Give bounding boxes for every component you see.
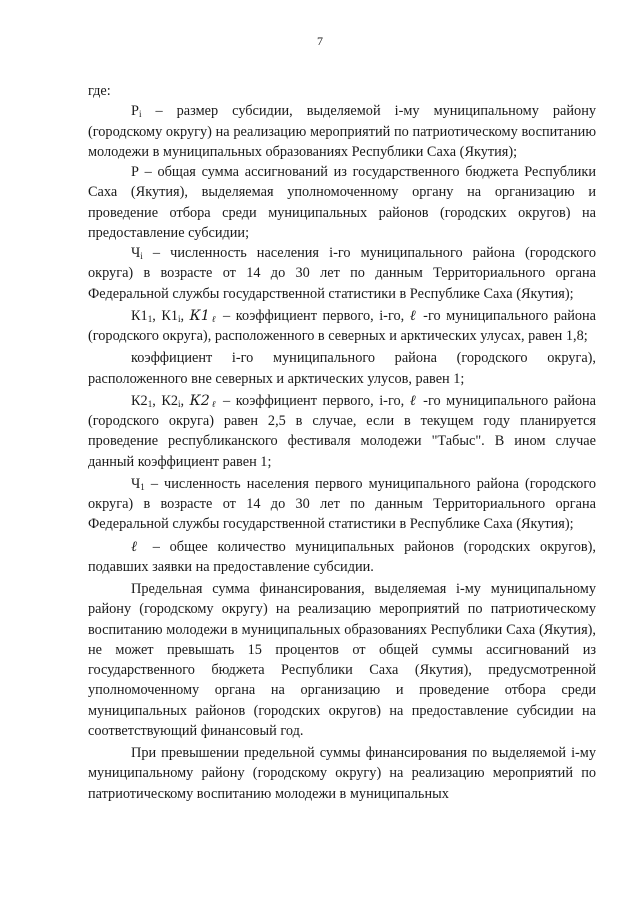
definition-text: – численность населения i-го муниципального района (городского округа) в возрасте от 14 до 30 лет по данным Территориального органа Федеральной службы государственной статистики в Республике Саха (Якутия); bbox=[88, 245, 596, 302]
symbol-subscript: i bbox=[140, 251, 143, 261]
definition-ch-1 bbox=[88, 474, 596, 535]
separator: , bbox=[152, 392, 162, 409]
document-body bbox=[88, 81, 596, 804]
definition-text: -го муниципального района (городского округа), расположенного в северных и арктических улусах, равен 1,8; bbox=[88, 307, 596, 344]
symbol-k1: К1 bbox=[131, 307, 148, 324]
symbol-subscript: i bbox=[178, 313, 181, 324]
formula-symbol-k2: К2 bbox=[189, 392, 210, 409]
definition-p bbox=[88, 162, 596, 243]
symbol-subscript: 1 bbox=[147, 398, 153, 409]
definition-text: – общая сумма ассигнований из государственного бюджета Республики Саха (Якутия), выделяемая уполномоченному органу на организацию и проведение отбора среди муниципальных районов (городских округов) на предоставление субсидии; bbox=[88, 164, 596, 241]
where-intro: где: bbox=[88, 83, 111, 99]
paragraph-funding-limit: Предельная сумма финансирования, выделяемая i-му муниципальному району (городскому округу) на реализацию мероприятий по патриотическому воспитанию молодежи в муниципальных образованиях Республики Саха (Якутия), не может превышать 15 процентов от общей суммы ассигнований из государственного бюджета Республики Саха (Якутия), предусмотренной уполномоченному органа на организацию и проведение отбора среди муниципальных районов (городских округов) на предоставление субсидии на соответствующий финансовый год. bbox=[88, 581, 596, 739]
definition-k1-outside: коэффициент i-го муниципального района (городского округа), расположенного вне северных и арктических улусов, равен 1; bbox=[88, 350, 596, 387]
formula-symbol-k1: К1 bbox=[189, 307, 210, 324]
symbol-subscript: ℓ bbox=[209, 399, 218, 410]
definition-ch-i bbox=[88, 243, 596, 304]
definition-k2 bbox=[88, 391, 596, 472]
symbol-ch: Ч bbox=[131, 245, 141, 261]
formula-symbol-ell: ℓ bbox=[409, 307, 418, 324]
separator: , bbox=[152, 307, 162, 324]
symbol-subscript: 1 bbox=[147, 313, 153, 324]
definition-ell bbox=[88, 537, 596, 578]
definition-text: – численность населения первого муниципального района (городского округа) в возрасте от 14 до 30 лет по данным Территориального органа Федеральной службы государственной статистики в Республике Саха (Якутия); bbox=[88, 475, 596, 533]
symbol-ch: Ч bbox=[131, 475, 141, 492]
formula-symbol-ell: ℓ bbox=[131, 538, 144, 555]
symbol-p: Р bbox=[131, 164, 139, 180]
separator: , bbox=[180, 307, 190, 324]
symbol-subscript: ℓ bbox=[209, 314, 218, 325]
symbol-k1: К1 bbox=[161, 307, 178, 324]
page-number: 7 bbox=[317, 34, 323, 48]
definition-p-i bbox=[88, 101, 596, 162]
symbol-k2: К2 bbox=[161, 392, 178, 409]
definition-text: -го муниципального района (городского округа) равен 2,5 в случае, если в текущем году планируется проведение республиканского фестиваля молодежи "Табыс". В ином случае данный коэффициент равен 1; bbox=[88, 392, 596, 470]
symbol-subscript: i bbox=[178, 398, 181, 409]
definition-k1 bbox=[88, 306, 596, 347]
definition-text: – общее количество муниципальных районов (городских округов), подавших заявки на предоставление субсидии. bbox=[88, 538, 596, 575]
symbol-subscript: 1 bbox=[140, 481, 145, 492]
symbol-k2: К2 bbox=[131, 392, 148, 409]
definition-text: – коэффициент первого, i-го, bbox=[217, 307, 410, 324]
definition-text: – размер субсидии, выделяемой i-му муниципальному району (городскому округу) на реализацию мероприятий по патриотическому воспитанию молодежи в муниципальных образованиях Республики Саха (Якутия); bbox=[88, 103, 596, 160]
symbol-p: P bbox=[131, 103, 139, 120]
formula-symbol-ell: ℓ bbox=[409, 392, 418, 409]
separator: , bbox=[180, 392, 190, 409]
symbol-subscript: i bbox=[138, 109, 142, 120]
definition-text: – коэффициент первого, i-го, bbox=[217, 392, 410, 409]
paragraph-limit-exceeded: При превышении предельной суммы финансирования по выделяемой i-му муниципальному району (городскому округу) на реализацию мероприятий по патриотическому воспитанию молодежи в муниципальных bbox=[88, 745, 596, 802]
